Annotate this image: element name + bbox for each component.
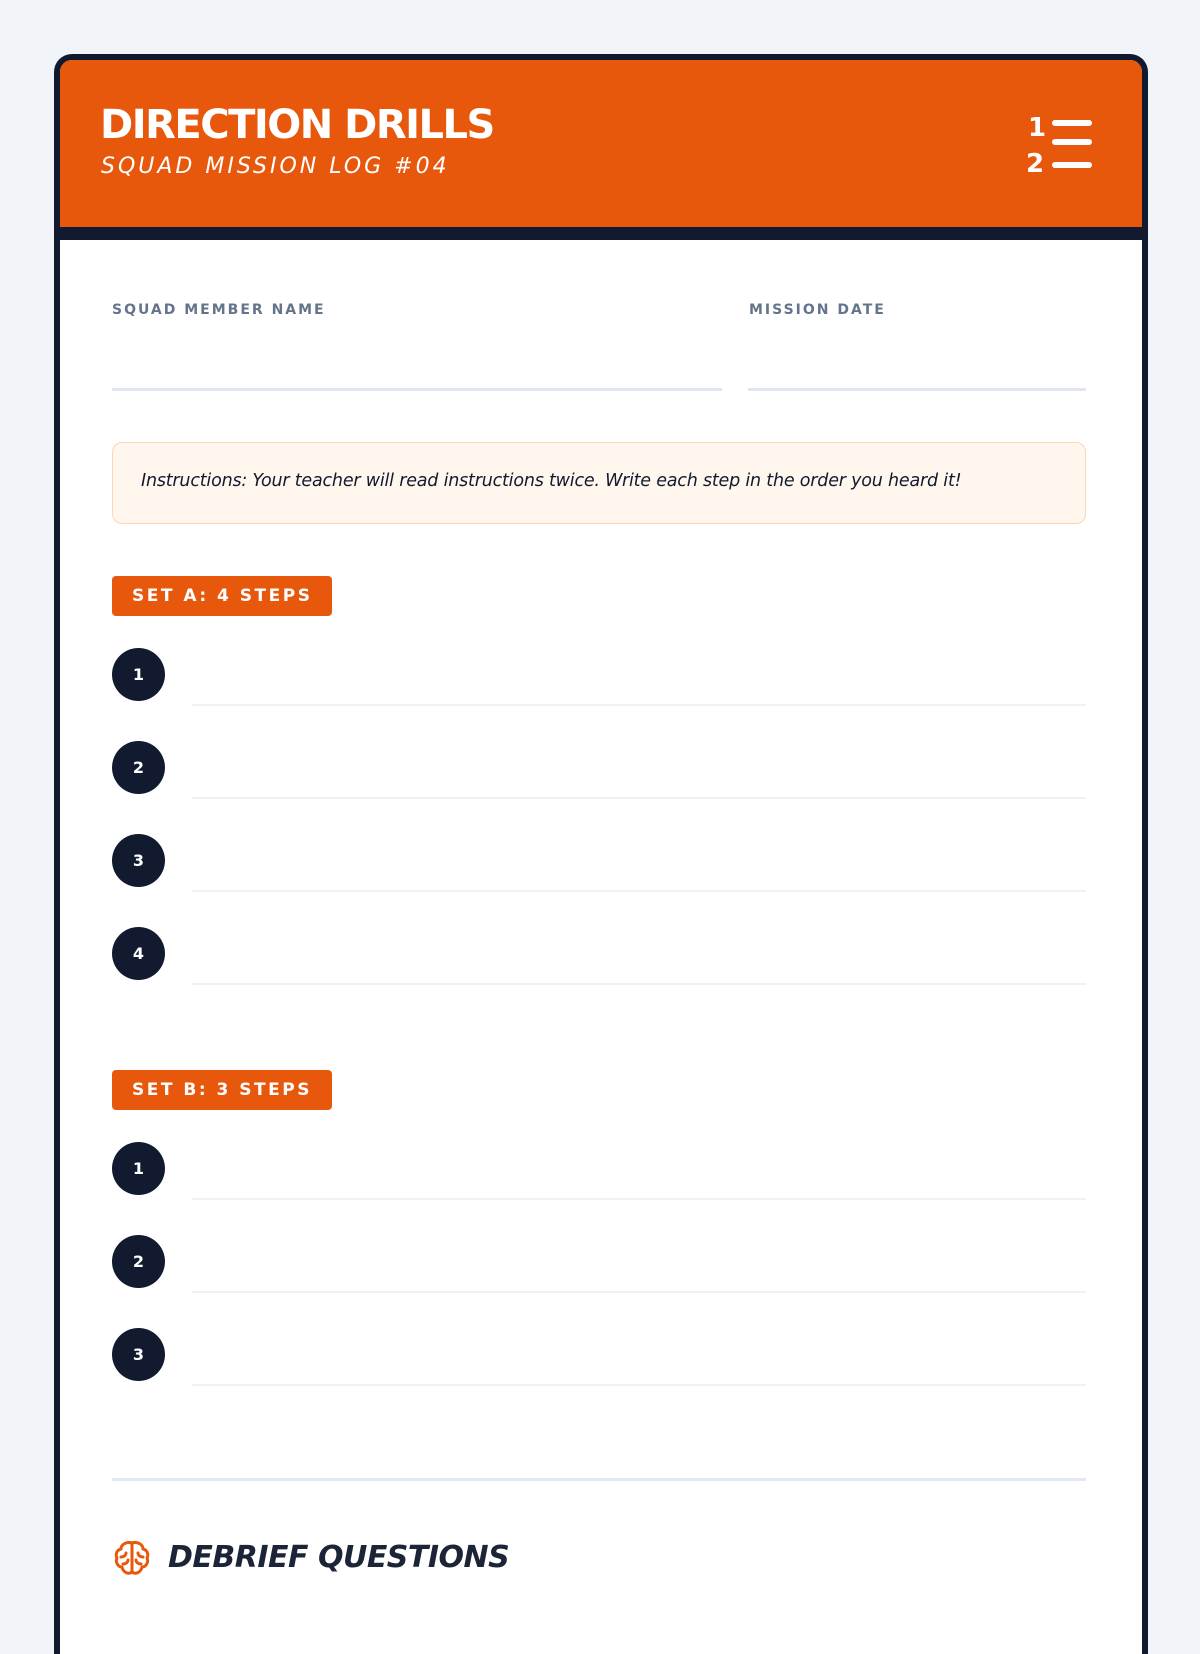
set-a-step <box>112 741 1086 801</box>
set-a-step <box>112 648 1086 708</box>
set-b-step <box>112 1328 1086 1388</box>
step-number-badge: 3 <box>112 834 165 887</box>
date-field[interactable] <box>748 388 1086 391</box>
step-answer-line[interactable] <box>192 1384 1086 1386</box>
step-number-badge: 4 <box>112 927 165 980</box>
step-answer-line[interactable] <box>192 1291 1086 1293</box>
page-subtitle: SQUAD MISSION LOG #04 <box>101 154 450 179</box>
set-a-step <box>112 834 1086 894</box>
brain-icon <box>112 1538 152 1578</box>
date-field-label: MISSION DATE <box>749 302 886 318</box>
step-answer-line[interactable] <box>192 1198 1086 1200</box>
worksheet-card <box>54 54 1148 1654</box>
set-b-badge: SET B: 3 STEPS <box>112 1070 332 1110</box>
list-icon-number-1: 1 <box>1028 113 1047 143</box>
set-a-step <box>112 927 1086 987</box>
step-number-badge: 2 <box>112 741 165 794</box>
step-answer-line[interactable] <box>192 890 1086 892</box>
set-b-step <box>112 1235 1086 1295</box>
debrief-title: DEBRIEF QUESTIONS <box>168 1540 510 1575</box>
step-number-badge: 3 <box>112 1328 165 1381</box>
name-field-label: SQUAD MEMBER NAME <box>112 302 326 318</box>
list-icon-number-2: 2 <box>1026 149 1045 176</box>
step-number-badge: 1 <box>112 1142 165 1195</box>
set-a-badge: SET A: 4 STEPS <box>112 576 332 616</box>
step-answer-line[interactable] <box>192 704 1086 706</box>
numbered-list-icon <box>1026 112 1094 176</box>
instructions-box: Instructions: Your teacher will read instructions twice. Write each step in the order you heard it! <box>112 442 1086 524</box>
step-answer-line[interactable] <box>192 983 1086 985</box>
section-divider <box>112 1478 1086 1481</box>
step-answer-line[interactable] <box>192 797 1086 799</box>
set-b-step <box>112 1142 1086 1202</box>
step-number-badge: 2 <box>112 1235 165 1288</box>
header-banner <box>60 60 1142 240</box>
page-title: DIRECTION DRILLS <box>100 102 494 148</box>
step-number-badge: 1 <box>112 648 165 701</box>
name-field[interactable] <box>112 388 722 391</box>
